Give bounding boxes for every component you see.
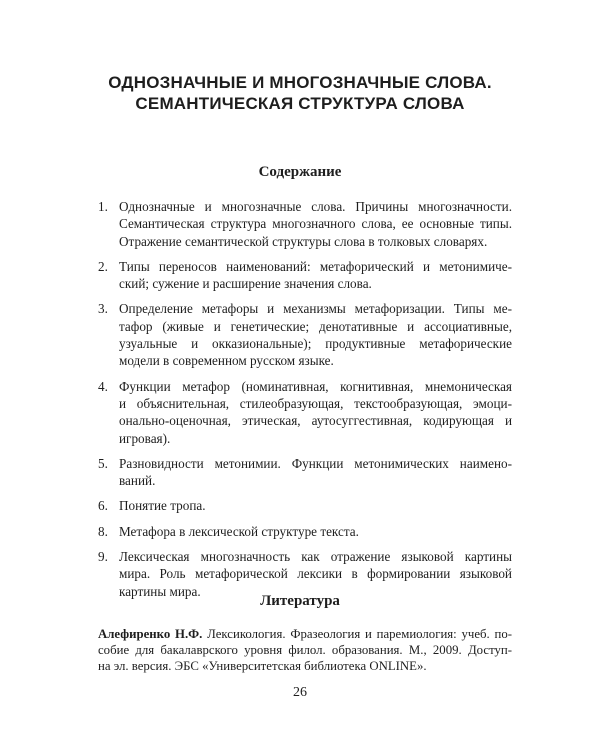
contents-item-line: ваний. <box>119 473 156 489</box>
contents-item-number: 6. <box>98 498 108 514</box>
contents-item <box>98 378 512 447</box>
contents-item <box>98 198 512 250</box>
contents-item-text <box>119 497 512 514</box>
contents-item <box>98 497 512 514</box>
contents-item-line: картины мира. <box>119 583 201 599</box>
contents-item-line: Определение метафоры и механизмы метафоризации. Типы ме- <box>119 301 512 317</box>
contents-item-line: Семантическая структура многозначного слова, ее основные типы. <box>119 216 512 232</box>
contents-item-line: онально-оценочная, этическая, аутосуггестивная, кодирующая и <box>119 413 512 429</box>
contents-item-line: модели в современном русском языке. <box>119 353 334 369</box>
contents-item-line: и объяснительная, стилеобразующая, текстообразующая, эмоци- <box>119 395 512 411</box>
contents-item-text <box>119 258 512 293</box>
literature-entry-line: на эл. версия. ЭБС «Университетская библиотека ONLINE». <box>98 659 427 673</box>
contents-item-line: Типы переносов наименований: метафорический и метонимиче- <box>119 258 512 274</box>
contents-list <box>98 198 512 608</box>
contents-item-number: 1. <box>98 199 108 214</box>
literature-entry <box>98 626 512 674</box>
contents-item-line: игровая). <box>119 430 171 446</box>
contents-item-number: 3. <box>98 301 108 317</box>
contents-item-number: 2. <box>98 258 108 274</box>
page-title <box>0 72 600 114</box>
literature-heading: Литература <box>260 593 340 609</box>
contents-item-number: 5. <box>98 455 108 471</box>
contents-item-line: Лексическая многозначность как отражение языковой картины <box>119 549 512 565</box>
contents-item-text <box>119 300 512 369</box>
contents-item-line: Разновидности метонимии. Функции метонимических наимено- <box>119 455 512 471</box>
contents-item-line: Отражение семантической структуры слова в толковых словарях. <box>119 233 488 249</box>
contents-item-text <box>119 378 512 447</box>
contents-item-number: 8. <box>98 523 108 539</box>
contents-item-number: 9. <box>98 549 108 565</box>
contents-item-line: Понятие тропа. <box>119 498 206 514</box>
literature-title: Лексикология. Фразеология и паремиология: учеб. по- <box>207 627 512 641</box>
literature-entry-line <box>98 626 512 642</box>
contents-item-text <box>119 523 512 540</box>
contents-item <box>98 300 512 369</box>
contents-item-line: Однозначные и многозначные слова. Причины многозначности. <box>119 199 512 214</box>
contents-item-line: Метафора в лексической структуре текста. <box>119 523 359 539</box>
literature-entry-line: собие для бакалаврского уровня филол. образования. М., 2009. Доступ- <box>98 643 512 657</box>
contents-item <box>98 523 512 540</box>
page-title-line-1: ОДНОЗНАЧНЫЕ И МНОГОЗНАЧНЫЕ СЛОВА. <box>108 73 492 92</box>
contents-item-line: Функции метафор (номинативная, когнитивная, мнемоническая <box>119 378 512 394</box>
contents-heading: Содержание <box>258 164 342 180</box>
contents-item-line: тафор (живые и генетические; денотативные и ассоциативные, <box>119 318 512 334</box>
contents-item-line: мира. Роль метафорической лексики в формировании языковой <box>119 566 512 582</box>
contents-item-text <box>119 198 512 250</box>
literature-author: Алефиренко Н.Ф. <box>98 627 203 641</box>
contents-item-line: ский; сужение и расширение значения слова. <box>119 276 372 292</box>
contents-item <box>98 455 512 490</box>
contents-item <box>98 258 512 293</box>
contents-item-line: узуальные и окказиональные); продуктивные метафорические <box>119 336 512 352</box>
page-title-line-2: СЕМАНТИЧЕСКАЯ СТРУКТУРА СЛОВА <box>135 94 465 113</box>
contents-item-number: 4. <box>98 378 108 394</box>
page-number: 26 <box>293 685 307 700</box>
contents-item-text <box>119 455 512 490</box>
